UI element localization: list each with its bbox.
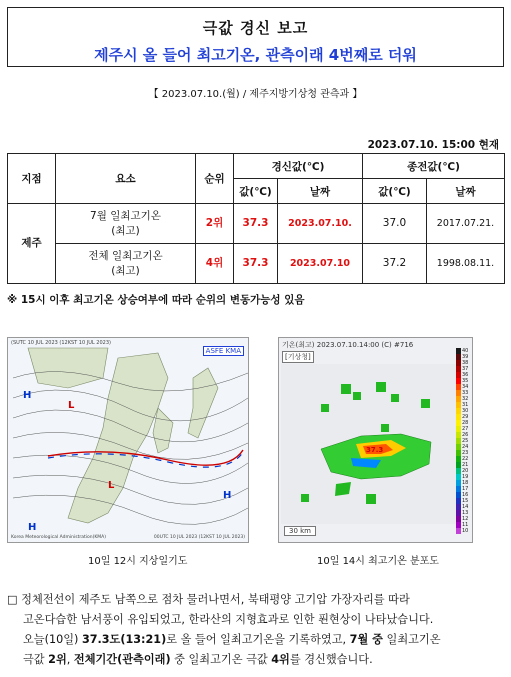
map1-footer-right: 00UTC 10 JUL 2023 (12KST 10 JUL 2023) — [153, 535, 245, 540]
legend-label: 23 — [462, 450, 469, 456]
temp-legend — [456, 348, 470, 534]
text: 오늘(10일) — [23, 633, 82, 646]
legend-label: 34 — [462, 384, 469, 390]
paragraph-line-4 — [23, 650, 373, 670]
map2-header: 기온(최고) 2023.07.10.14:00 (C) #716 — [282, 341, 414, 349]
header-station: 지점 — [8, 154, 56, 204]
legend-label: 10 — [462, 528, 469, 534]
legend-label: 39 — [462, 354, 469, 360]
legend-label: 35 — [462, 378, 469, 384]
station-cell: 제주 — [8, 204, 56, 284]
rank-cell: 2위 — [196, 204, 234, 244]
legend-label: 15 — [462, 498, 469, 504]
header-element: 요소 — [56, 154, 196, 204]
legend-item — [456, 528, 470, 534]
legend-label: 17 — [462, 486, 469, 492]
header-prev-value: 종전값(℃) — [363, 154, 505, 179]
legend-label: 31 — [462, 402, 469, 408]
paragraph-line-3 — [23, 630, 441, 650]
svg-text:H: H — [23, 390, 32, 401]
legend-label: 16 — [462, 492, 469, 498]
legend-label: 29 — [462, 414, 469, 420]
bullet-square-icon: □ — [7, 593, 18, 606]
svg-text:L: L — [68, 400, 75, 411]
legend-label: 18 — [462, 480, 469, 486]
legend-label: 12 — [462, 516, 469, 522]
element-line2: (최고) — [111, 224, 140, 237]
legend-label: 20 — [462, 468, 469, 474]
element-cell — [56, 244, 196, 284]
map-scale-bar: 30 km — [284, 526, 316, 536]
rank-cell: 4위 — [196, 244, 234, 284]
highlight-period: 전체기간(관측이래) — [73, 653, 171, 666]
max-temp-map — [278, 337, 473, 543]
report-meta: 【 2023.07.10.(월) / 제주지방기상청 관측과 】 — [148, 89, 363, 100]
surface-weather-map — [7, 337, 249, 543]
record-table — [7, 153, 505, 284]
report-subtitle: 제주시 올 들어 최고기온, 관측이래 4번째로 더워 — [94, 46, 417, 64]
paragraph-line-1 — [7, 590, 410, 610]
legend-label: 21 — [462, 462, 469, 468]
title-box — [7, 7, 504, 67]
element-line2: (최고) — [111, 264, 140, 277]
map1-badge: ASFE KMA — [203, 346, 244, 356]
svg-text:L: L — [108, 480, 115, 491]
svg-text:H: H — [223, 490, 232, 501]
header-new-date: 날짜 — [278, 179, 363, 204]
legend-label: 37 — [462, 366, 469, 372]
legend-label: 14 — [462, 504, 469, 510]
header-prev-date: 날짜 — [427, 179, 505, 204]
text: 일최고기온 — [382, 633, 441, 646]
element-cell — [56, 204, 196, 244]
legend-label: 27 — [462, 426, 469, 432]
table-row — [8, 204, 505, 244]
legend-label: 22 — [462, 456, 469, 462]
text: , — [66, 653, 74, 666]
temp-distribution-graphic — [281, 364, 456, 524]
prev-value-cell: 37.2 — [363, 244, 427, 284]
new-value-cell: 37.3 — [234, 204, 278, 244]
legend-label: 24 — [462, 444, 469, 450]
text: 중 일최고기온 극값 — [170, 653, 272, 666]
header-prev-val: 값(℃) — [363, 179, 427, 204]
legend-label: 11 — [462, 522, 469, 528]
new-date-cell: 2023.07.10. — [278, 204, 363, 244]
legend-label: 13 — [462, 510, 469, 516]
legend-label: 40 — [462, 348, 469, 354]
report-title: 극값 경신 보고 — [202, 19, 309, 37]
element-line1: 7월 일최고기온 — [90, 209, 161, 222]
map1-footer-left: Korea Meteorological Administration(KMA) — [11, 535, 107, 540]
map2-caption: 10일 14시 최고기온 분포도 — [317, 556, 439, 567]
legend-label: 32 — [462, 396, 469, 402]
prev-date-cell: 1998.08.11. — [427, 244, 505, 284]
prev-value-cell: 37.0 — [363, 204, 427, 244]
map1-header: (SUTC 10 JUL 2023 (12KST 10 JUL 2023) — [11, 340, 111, 346]
header-new-value: 경신값(℃) — [234, 154, 363, 179]
legend-label: 38 — [462, 360, 469, 366]
legend-swatch — [456, 528, 461, 534]
table-row — [8, 244, 505, 284]
as-of-time: 2023.07.10. 15:00 현재 — [367, 139, 499, 151]
legend-label: 28 — [462, 420, 469, 426]
legend-label: 25 — [462, 438, 469, 444]
footnote: ※ 15시 이후 최고기온 상승여부에 따라 순위의 변동가능성 있음 — [7, 294, 305, 306]
header-rank: 순위 — [196, 154, 234, 204]
highlight-month: 7월 중 — [349, 633, 383, 646]
text: 를 경신했습니다. — [289, 653, 373, 666]
legend-label: 33 — [462, 390, 469, 396]
text: 극값 — [23, 653, 49, 666]
svg-text:37.3: 37.3 — [366, 446, 384, 454]
map1-caption: 10일 12시 지상일기도 — [88, 556, 188, 567]
new-date-cell: 2023.07.10 — [278, 244, 363, 284]
highlight-rank4: 4위 — [271, 653, 290, 666]
paragraph-line-2: 고온다습한 남서풍이 유입되었고, 한라산의 지형효과로 인한 푄현상이 나타났습니다. — [23, 613, 434, 626]
new-value-cell: 37.3 — [234, 244, 278, 284]
legend-label: 19 — [462, 474, 469, 480]
map2-badge: [기상청] — [282, 351, 314, 363]
legend-label: 26 — [462, 432, 469, 438]
header-new-val: 값(℃) — [234, 179, 278, 204]
text: 로 올 들어 일최고기온을 기록하였고, — [166, 633, 350, 646]
legend-label: 36 — [462, 372, 469, 378]
weather-map-graphic — [8, 338, 249, 543]
paragraph-text: 정체전선이 제주도 남쪽으로 점차 물러나면서, 북태평양 고기압 가장자리를 따라 — [21, 593, 410, 606]
highlight-rank2: 2위 — [48, 653, 67, 666]
svg-text:H: H — [28, 522, 37, 533]
prev-date-cell: 2017.07.21. — [427, 204, 505, 244]
highlight-temp: 37.3도(13:21) — [81, 633, 167, 646]
element-line1: 전체 일최고기온 — [88, 249, 163, 262]
legend-label: 30 — [462, 408, 469, 414]
